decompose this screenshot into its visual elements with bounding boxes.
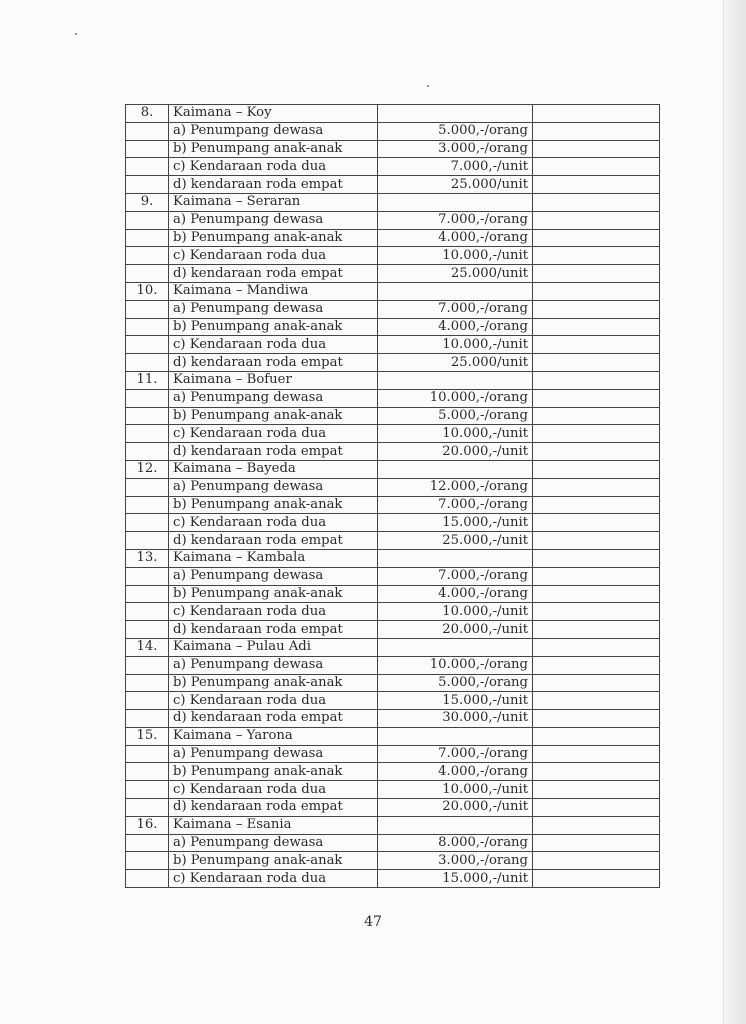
route-price-empty (378, 638, 533, 656)
tariff-item-extra-empty (533, 354, 660, 372)
scan-speck (427, 85, 429, 87)
item-number-empty (126, 834, 169, 852)
tariff-item-price: 10.000,-/orang (378, 389, 533, 407)
route-name: Kaimana – Seraran (169, 193, 378, 211)
route-price-empty (378, 549, 533, 567)
item-number-empty (126, 318, 169, 336)
route-price-empty (378, 105, 533, 123)
tariff-item-row (126, 496, 660, 514)
item-number-empty (126, 265, 169, 283)
tariff-item-label: b) Penumpang anak-anak (169, 318, 378, 336)
tariff-item-extra-empty (533, 122, 660, 140)
tariff-item-row (126, 211, 660, 229)
tariff-item-price: 30.000,-/unit (378, 710, 533, 728)
tariff-item-price: 25.000/unit (378, 265, 533, 283)
tariff-item-label: b) Penumpang anak-anak (169, 496, 378, 514)
item-number-empty (126, 532, 169, 550)
route-header-row (126, 549, 660, 567)
tariff-item-row (126, 158, 660, 176)
route-name: Kaimana – Esania (169, 816, 378, 834)
route-number: 10. (126, 282, 169, 300)
item-number-empty (126, 852, 169, 870)
item-number-empty (126, 763, 169, 781)
item-number-empty (126, 514, 169, 532)
tariff-item-row (126, 532, 660, 550)
route-price-empty (378, 371, 533, 389)
tariff-item-price: 20.000,-/unit (378, 443, 533, 461)
tariff-item-row (126, 389, 660, 407)
tariff-item-label: a) Penumpang dewasa (169, 211, 378, 229)
route-name: Kaimana – Mandiwa (169, 282, 378, 300)
tariff-item-price: 7.000,-/orang (378, 567, 533, 585)
tariff-item-extra-empty (533, 336, 660, 354)
route-header-row (126, 105, 660, 123)
route-price-empty (378, 282, 533, 300)
tariff-item-extra-empty (533, 567, 660, 585)
tariff-item-row (126, 656, 660, 674)
tariff-item-price: 25.000,-/unit (378, 532, 533, 550)
tariff-item-price: 7.000,-/orang (378, 300, 533, 318)
tariff-item-label: a) Penumpang dewasa (169, 478, 378, 496)
tariff-item-price: 15.000,-/unit (378, 514, 533, 532)
tariff-item-label: c) Kendaraan roda dua (169, 425, 378, 443)
tariff-item-row (126, 122, 660, 140)
route-price-empty (378, 193, 533, 211)
tariff-item-row (126, 763, 660, 781)
tariff-item-extra-empty (533, 621, 660, 639)
tariff-item-extra-empty (533, 229, 660, 247)
tariff-item-extra-empty (533, 852, 660, 870)
route-header-row (126, 282, 660, 300)
tariff-item-extra-empty (533, 496, 660, 514)
route-header-row (126, 727, 660, 745)
tariff-item-price: 5.000,-/orang (378, 407, 533, 425)
tariff-item-price: 7.000,-/orang (378, 496, 533, 514)
item-number-empty (126, 478, 169, 496)
tariff-item-label: c) Kendaraan roda dua (169, 870, 378, 888)
item-number-empty (126, 745, 169, 763)
tariff-item-label: d) kendaraan roda empat (169, 532, 378, 550)
item-number-empty (126, 300, 169, 318)
route-extra-empty (533, 282, 660, 300)
page-edge-shadow (723, 0, 746, 1024)
page-number: 47 (364, 914, 382, 930)
route-name: Kaimana – Kambala (169, 549, 378, 567)
tariff-item-label: b) Penumpang anak-anak (169, 674, 378, 692)
tariff-item-price: 7.000,-/orang (378, 745, 533, 763)
item-number-empty (126, 692, 169, 710)
route-header-row (126, 460, 660, 478)
tariff-item-extra-empty (533, 781, 660, 799)
route-number: 15. (126, 727, 169, 745)
tariff-table (125, 104, 660, 888)
tariff-item-label: d) kendaraan roda empat (169, 799, 378, 817)
tariff-item-price: 4.000,-/orang (378, 585, 533, 603)
tariff-item-row (126, 799, 660, 817)
item-number-empty (126, 407, 169, 425)
tariff-item-price: 3.000,-/orang (378, 852, 533, 870)
tariff-item-extra-empty (533, 710, 660, 728)
tariff-item-label: a) Penumpang dewasa (169, 834, 378, 852)
route-number: 8. (126, 105, 169, 123)
tariff-item-price: 20.000,-/unit (378, 621, 533, 639)
tariff-item-row (126, 336, 660, 354)
tariff-item-extra-empty (533, 265, 660, 283)
tariff-item-price: 10.000,-/unit (378, 247, 533, 265)
item-number-empty (126, 211, 169, 229)
item-number-empty (126, 354, 169, 372)
route-header-row (126, 371, 660, 389)
route-extra-empty (533, 460, 660, 478)
tariff-item-row (126, 176, 660, 194)
route-extra-empty (533, 638, 660, 656)
route-name: Kaimana – Yarona (169, 727, 378, 745)
tariff-item-extra-empty (533, 603, 660, 621)
item-number-empty (126, 567, 169, 585)
tariff-item-extra-empty (533, 674, 660, 692)
tariff-item-extra-empty (533, 478, 660, 496)
tariff-item-row (126, 585, 660, 603)
route-price-empty (378, 816, 533, 834)
tariff-item-extra-empty (533, 300, 660, 318)
tariff-item-row (126, 834, 660, 852)
item-number-empty (126, 656, 169, 674)
item-number-empty (126, 674, 169, 692)
tariff-item-extra-empty (533, 745, 660, 763)
route-number: 9. (126, 193, 169, 211)
item-number-empty (126, 176, 169, 194)
tariff-item-label: d) kendaraan roda empat (169, 621, 378, 639)
tariff-item-row (126, 478, 660, 496)
tariff-item-price: 4.000,-/orang (378, 229, 533, 247)
route-extra-empty (533, 727, 660, 745)
tariff-item-row (126, 781, 660, 799)
tariff-item-price: 10.000,-/unit (378, 425, 533, 443)
tariff-item-price: 7.000,-/orang (378, 211, 533, 229)
route-extra-empty (533, 816, 660, 834)
tariff-item-row (126, 852, 660, 870)
route-number: 13. (126, 549, 169, 567)
tariff-item-row (126, 870, 660, 888)
tariff-item-row (126, 300, 660, 318)
item-number-empty (126, 621, 169, 639)
tariff-item-extra-empty (533, 656, 660, 674)
tariff-item-extra-empty (533, 389, 660, 407)
item-number-empty (126, 229, 169, 247)
tariff-item-label: c) Kendaraan roda dua (169, 158, 378, 176)
tariff-item-price: 15.000,-/unit (378, 692, 533, 710)
tariff-item-row (126, 229, 660, 247)
route-extra-empty (533, 549, 660, 567)
tariff-item-row (126, 674, 660, 692)
tariff-item-extra-empty (533, 585, 660, 603)
tariff-item-row (126, 265, 660, 283)
tariff-item-label: a) Penumpang dewasa (169, 745, 378, 763)
item-number-empty (126, 389, 169, 407)
item-number-empty (126, 799, 169, 817)
tariff-item-extra-empty (533, 407, 660, 425)
tariff-item-price: 10.000,-/unit (378, 603, 533, 621)
route-name: Kaimana – Bayeda (169, 460, 378, 478)
tariff-item-row (126, 354, 660, 372)
tariff-item-extra-empty (533, 532, 660, 550)
tariff-item-label: b) Penumpang anak-anak (169, 140, 378, 158)
tariff-item-label: b) Penumpang anak-anak (169, 585, 378, 603)
tariff-item-price: 4.000,-/orang (378, 318, 533, 336)
item-number-empty (126, 122, 169, 140)
tariff-item-label: c) Kendaraan roda dua (169, 336, 378, 354)
tariff-item-row (126, 407, 660, 425)
tariff-item-label: b) Penumpang anak-anak (169, 852, 378, 870)
tariff-item-extra-empty (533, 318, 660, 336)
item-number-empty (126, 496, 169, 514)
tariff-item-extra-empty (533, 247, 660, 265)
route-number: 12. (126, 460, 169, 478)
tariff-item-row (126, 247, 660, 265)
route-price-empty (378, 460, 533, 478)
tariff-item-price: 15.000,-/unit (378, 870, 533, 888)
tariff-item-row (126, 745, 660, 763)
item-number-empty (126, 247, 169, 265)
tariff-item-label: c) Kendaraan roda dua (169, 247, 378, 265)
tariff-item-extra-empty (533, 140, 660, 158)
tariff-item-extra-empty (533, 692, 660, 710)
tariff-item-label: d) kendaraan roda empat (169, 265, 378, 283)
tariff-item-row (126, 603, 660, 621)
tariff-item-label: d) kendaraan roda empat (169, 443, 378, 461)
tariff-item-row (126, 443, 660, 461)
route-header-row (126, 193, 660, 211)
item-number-empty (126, 585, 169, 603)
route-extra-empty (533, 193, 660, 211)
tariff-item-label: d) kendaraan roda empat (169, 176, 378, 194)
tariff-item-price: 25.000/unit (378, 176, 533, 194)
tariff-item-price: 5.000,-/orang (378, 674, 533, 692)
tariff-item-price: 10.000,-/unit (378, 781, 533, 799)
tariff-item-price: 7.000,-/unit (378, 158, 533, 176)
tariff-item-extra-empty (533, 211, 660, 229)
tariff-item-label: a) Penumpang dewasa (169, 567, 378, 585)
tariff-item-row (126, 692, 660, 710)
tariff-item-row (126, 621, 660, 639)
tariff-item-price: 3.000,-/orang (378, 140, 533, 158)
tariff-item-price: 4.000,-/orang (378, 763, 533, 781)
route-number: 11. (126, 371, 169, 389)
tariff-table-body (126, 105, 660, 888)
tariff-item-extra-empty (533, 834, 660, 852)
tariff-item-label: b) Penumpang anak-anak (169, 229, 378, 247)
item-number-empty (126, 443, 169, 461)
tariff-item-row (126, 710, 660, 728)
tariff-item-label: d) kendaraan roda empat (169, 710, 378, 728)
route-number: 14. (126, 638, 169, 656)
route-number: 16. (126, 816, 169, 834)
tariff-item-label: b) Penumpang anak-anak (169, 407, 378, 425)
item-number-empty (126, 710, 169, 728)
tariff-item-extra-empty (533, 158, 660, 176)
tariff-item-price: 5.000,-/orang (378, 122, 533, 140)
route-name: Kaimana – Pulau Adi (169, 638, 378, 656)
tariff-item-extra-empty (533, 176, 660, 194)
tariff-item-row (126, 140, 660, 158)
tariff-item-extra-empty (533, 425, 660, 443)
route-price-empty (378, 727, 533, 745)
tariff-item-price: 12.000,-/orang (378, 478, 533, 496)
tariff-item-label: a) Penumpang dewasa (169, 122, 378, 140)
item-number-empty (126, 425, 169, 443)
route-header-row (126, 816, 660, 834)
tariff-item-row (126, 567, 660, 585)
tariff-item-price: 8.000,-/orang (378, 834, 533, 852)
tariff-item-extra-empty (533, 763, 660, 781)
tariff-item-row (126, 318, 660, 336)
tariff-item-label: a) Penumpang dewasa (169, 389, 378, 407)
tariff-item-label: c) Kendaraan roda dua (169, 514, 378, 532)
tariff-item-label: a) Penumpang dewasa (169, 656, 378, 674)
item-number-empty (126, 158, 169, 176)
tariff-item-label: a) Penumpang dewasa (169, 300, 378, 318)
item-number-empty (126, 781, 169, 799)
tariff-item-extra-empty (533, 799, 660, 817)
tariff-item-extra-empty (533, 443, 660, 461)
tariff-item-price: 10.000,-/orang (378, 656, 533, 674)
route-header-row (126, 638, 660, 656)
tariff-item-label: b) Penumpang anak-anak (169, 763, 378, 781)
tariff-item-row (126, 425, 660, 443)
tariff-item-extra-empty (533, 514, 660, 532)
tariff-item-label: c) Kendaraan roda dua (169, 692, 378, 710)
item-number-empty (126, 603, 169, 621)
route-name: Kaimana – Koy (169, 105, 378, 123)
route-extra-empty (533, 105, 660, 123)
item-number-empty (126, 870, 169, 888)
tariff-item-label: c) Kendaraan roda dua (169, 603, 378, 621)
item-number-empty (126, 336, 169, 354)
tariff-item-price: 10.000,-/unit (378, 336, 533, 354)
tariff-item-price: 20.000,-/unit (378, 799, 533, 817)
tariff-item-label: d) kendaraan roda empat (169, 354, 378, 372)
tariff-item-row (126, 514, 660, 532)
scan-speck (75, 33, 77, 35)
tariff-item-label: c) Kendaraan roda dua (169, 781, 378, 799)
route-extra-empty (533, 371, 660, 389)
tariff-item-extra-empty (533, 870, 660, 888)
tariff-item-price: 25.000/unit (378, 354, 533, 372)
route-name: Kaimana – Bofuer (169, 371, 378, 389)
item-number-empty (126, 140, 169, 158)
